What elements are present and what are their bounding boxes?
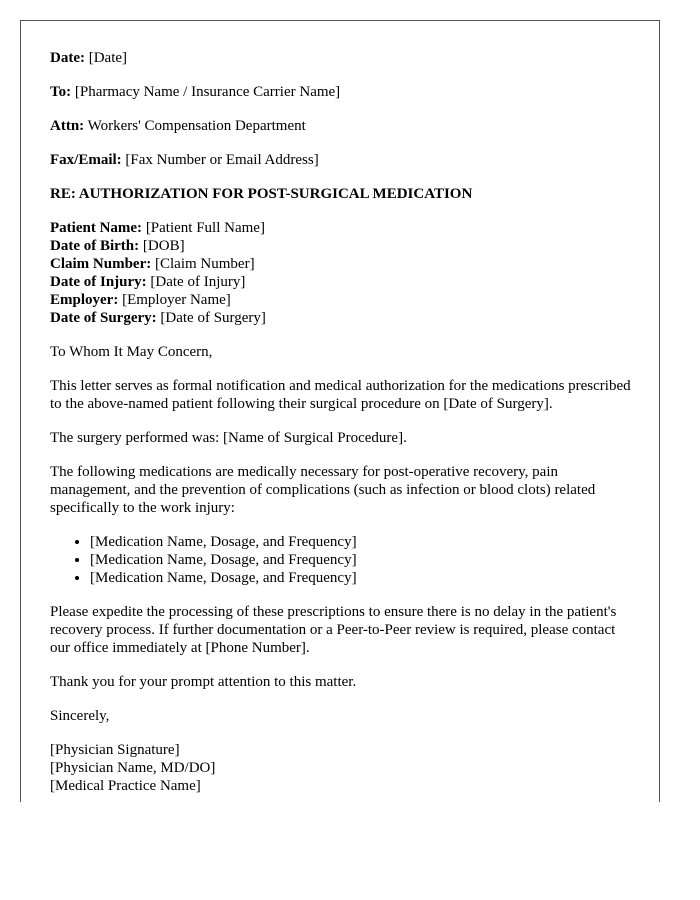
employer-line [50,291,631,309]
paragraph-thanks: Thank you for your prompt attention to this matter. [50,674,357,690]
date-line [50,49,631,67]
fax-value: [Fax Number or Email Address] [125,152,319,168]
medical-practice-name: [Medical Practice Name] [50,778,201,794]
to-value: [Pharmacy Name / Insurance Carrier Name] [74,84,341,100]
claim-line [50,255,631,273]
attn-value: Workers' Compensation Department [87,118,306,134]
physician-signature: [Physician Signature] [50,742,180,758]
patient-name-label: Patient Name: [50,220,143,236]
injury-label: Date of Injury: [50,274,147,290]
surgery-date-label: Date of Surgery: [50,310,157,326]
dob-line [50,237,631,255]
patient-name-value: [Patient Full Name] [145,220,265,236]
signature-block [50,741,631,795]
medication-item: • [Medication Name, Dosage, and Frequency] [90,533,631,551]
injury-value: [Date of Injury] [150,274,246,290]
re-line: RE: AUTHORIZATION FOR POST-SURGICAL MEDICATION [50,186,473,202]
attn-line [50,117,631,135]
medication-item: • [Medication Name, Dosage, and Frequency] [90,551,631,569]
dob-label: Date of Birth: [50,238,140,254]
surgery-date-line [50,309,631,327]
fax-line [50,151,631,169]
surgery-date-value: [Date of Surgery] [160,310,266,326]
employer-value: [Employer Name] [122,292,231,308]
paragraph-medications-intro: The following medications are medically necessary for post-operative recovery, pain management, and the prevention of complications (such as infection or blood clots) related specifically to the work injury: [50,464,596,516]
paragraph-surgery: The surgery performed was: [Name of Surgical Procedure]. [50,430,407,446]
date-value: [Date] [88,50,128,66]
paragraph-notification: This letter serves as formal notification and medical authorization for the medications prescribed to the above-named patient following their surgical procedure on [Date of Surgery]. [50,378,631,412]
medication-item: • [Medication Name, Dosage, and Frequency] [90,569,631,587]
letter-page [20,20,660,802]
physician-name: [Physician Name, MD/DO] [50,760,216,776]
date-label: Date: [50,50,85,66]
closing: Sincerely, [50,708,110,724]
injury-line [50,273,631,291]
claim-label: Claim Number: [50,256,152,272]
fax-label: Fax/Email: [50,152,122,168]
claim-value: [Claim Number] [155,256,255,272]
letter-content [21,21,659,795]
to-label: To: [50,84,72,100]
to-line [50,83,631,101]
paragraph-expedite: Please expedite the processing of these prescriptions to ensure there is no delay in the patient's recovery process. If further documentation or a Peer-to-Peer review is required, please contact our office immediately at [Phone Number]. [50,604,617,656]
patient-info-block [50,219,631,327]
attn-label: Attn: [50,118,85,134]
medication-list [50,533,631,587]
employer-label: Employer: [50,292,119,308]
patient-name-line [50,219,631,237]
salutation: To Whom It May Concern, [50,344,213,360]
dob-value: [DOB] [142,238,185,254]
